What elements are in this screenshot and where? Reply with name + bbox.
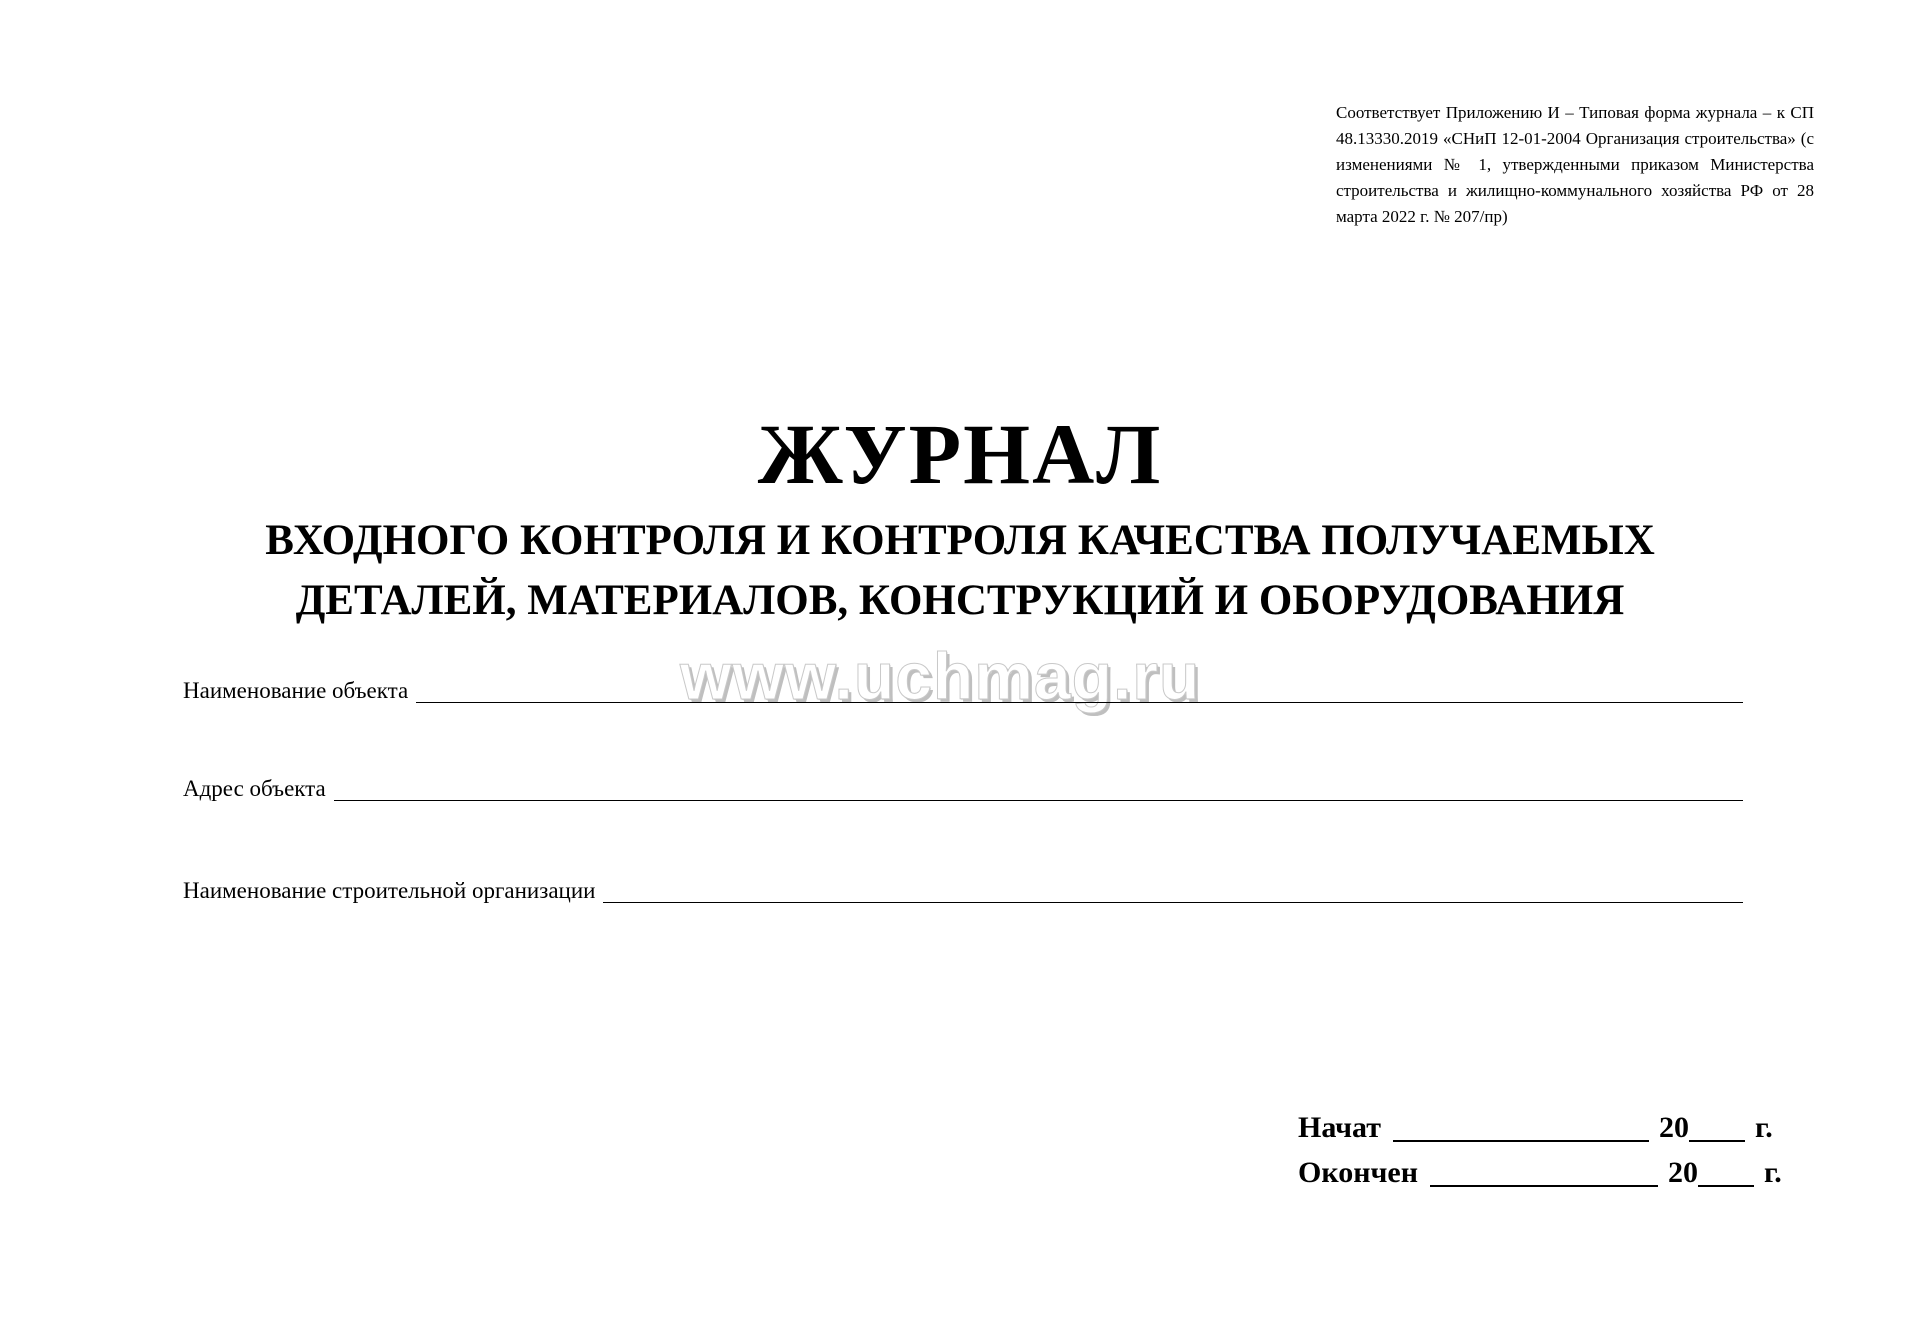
journal-subtitle-line-1: ВХОДНОГО КОНТРОЛЯ И КОНТРОЛЯ КАЧЕСТВА ПОЛУЧАЕМЫХ bbox=[265, 517, 1655, 564]
finished-label: Окончен bbox=[1298, 1156, 1419, 1189]
object-address-label: Адрес объекта bbox=[183, 776, 326, 801]
finished-year-blank[interactable] bbox=[1698, 1157, 1754, 1187]
journal-title: ЖУРНАЛ bbox=[757, 406, 1163, 502]
object-address-blank-line[interactable] bbox=[334, 776, 1743, 801]
compliance-note: Соответствует Приложению И – Типовая форма журнала – к СП 48.13330.2019 «СНиП 12-01-2004 Организация строительства» (с изменениями № 1, утвержденными приказом Министерства строительства и жилищно-коммунального хозяйства РФ от 28 марта 2022 г. № 207/пр) bbox=[1336, 103, 1814, 226]
started-date-row bbox=[1298, 1110, 1773, 1146]
finished-year-prefix: 20 bbox=[1668, 1156, 1699, 1189]
finished-date-row bbox=[1298, 1155, 1782, 1191]
object-name-blank-line[interactable] bbox=[416, 678, 1743, 703]
object-name-label: Наименование объекта bbox=[183, 678, 409, 703]
finished-year-suffix: г. bbox=[1764, 1156, 1782, 1189]
object-name-field bbox=[183, 677, 1743, 705]
started-year-blank[interactable] bbox=[1689, 1112, 1745, 1142]
watermark: www.uchmag.ru bbox=[680, 639, 1201, 713]
organization-label: Наименование строительной организации bbox=[183, 878, 596, 903]
started-year-suffix: г. bbox=[1755, 1111, 1773, 1144]
started-label: Начат bbox=[1298, 1111, 1382, 1144]
object-address-field bbox=[183, 775, 1743, 803]
organization-blank-line[interactable] bbox=[603, 878, 1743, 903]
journal-subtitle-line-2: ДЕТАЛЕЙ, МАТЕРИАЛОВ, КОНСТРУКЦИЙ И ОБОРУДОВАНИЯ bbox=[295, 577, 1625, 624]
organization-field bbox=[183, 877, 1743, 905]
started-day-month-blank[interactable] bbox=[1393, 1112, 1649, 1142]
finished-day-month-blank[interactable] bbox=[1430, 1157, 1658, 1187]
started-year-prefix: 20 bbox=[1659, 1111, 1690, 1144]
